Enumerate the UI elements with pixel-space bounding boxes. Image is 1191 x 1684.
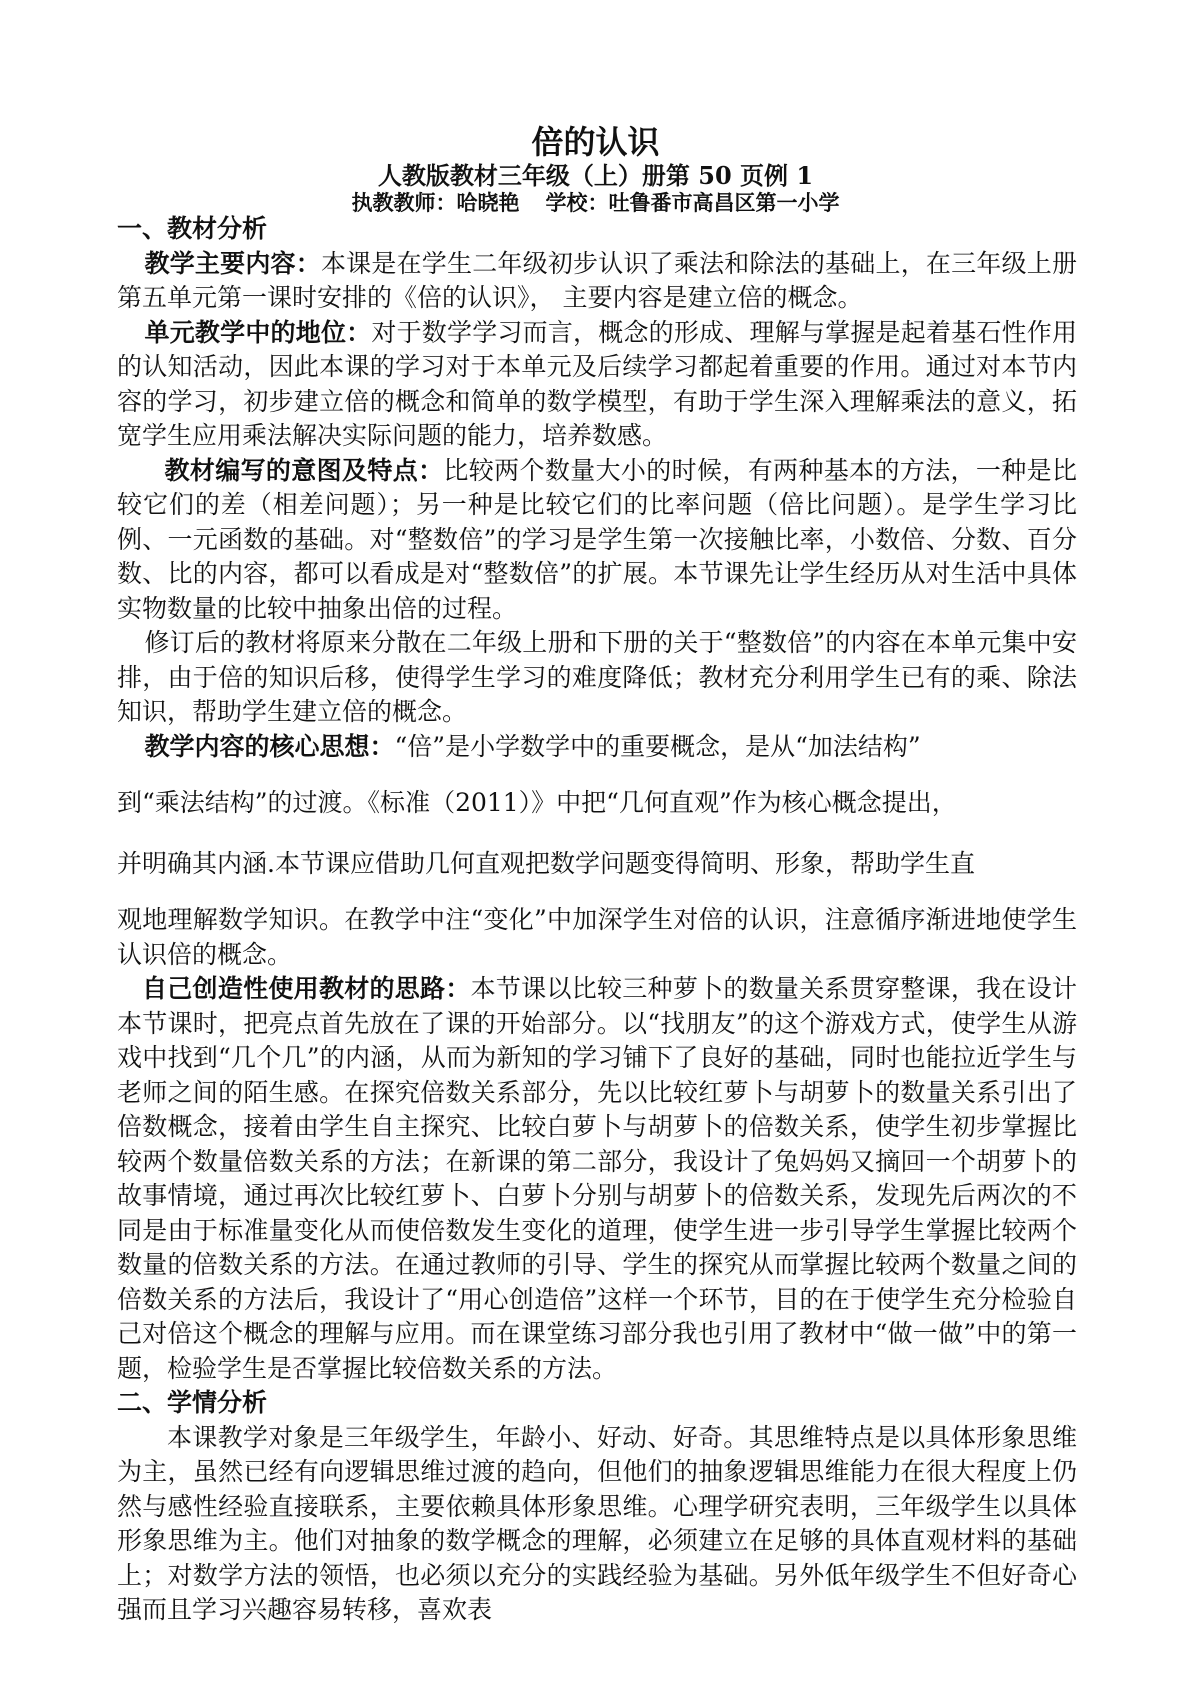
paragraph-core-idea-line4: 观地理解数学知识。在教学中注“变化”中加深学生对倍的认识，注意循序渐进地使学生认识倍的概念。 bbox=[117, 905, 1077, 969]
teacher-name: 执教教师：哈晓艳 bbox=[351, 190, 520, 215]
paragraph-revision: 修订后的教材将原来分散在二年级上册和下册的关于“整数倍”的内容在本单元集中安排，由于倍的知识后移，使得学生学习的难度降低；教材充分利用学生已有的乘、除法知识，帮助学生建立倍的概念。 bbox=[117, 628, 1077, 726]
paragraph-creative-use bbox=[117, 972, 1077, 1386]
school-name: 学校：吐鲁番市高昌区第一小学 bbox=[545, 190, 840, 215]
paragraph-design-intent bbox=[117, 454, 1077, 627]
paragraph-core-idea-line3: 并明确其内涵.本节课应借助几何直观把数学问题变得简明、形象，帮助学生直 bbox=[117, 848, 975, 878]
paragraph-label: 自己创造性使用教材的思路： bbox=[142, 974, 471, 1003]
paragraph-unit-position bbox=[117, 316, 1077, 454]
paragraph-core-idea bbox=[117, 730, 1077, 765]
paragraph-text: 本节课以比较三种萝卜的数量关系贯穿整课，我在设计本节课时，把亮点首先放在了课的开始部分。以“找朋友”的这个游戏方式，使学生从游戏中找到“几个几”的内涵，从而为新知的学习铺下了良好的基础，同时也能拉近学生与老师之间的陌生感。在探究倍数关系部分，先以比较红萝卜与胡萝卜的数量关系引出了倍数概念，接着由学生自主探究、比较白萝卜与胡萝卜的倍数关系，使学生初步掌握比较两个数量倍数关系的方法；在新课的第二部分，我设计了兔妈妈又摘回一个胡萝卜的故事情境，通过再次比较红萝卜、白萝卜分别与胡萝卜的倍数关系，发现先后两次的不同是由于标准量变化从而使倍数发生变化的道理，使学生进一步引导学生掌握比较两个数量的倍数关系的方法。在通过教师的引导、学生的探究从而掌握比较两个数量之间的倍数关系的方法后，我设计了“用心创造倍”这样一个环节，目的在于使学生充分检验自己对倍这个概念的理解与应用。而在课堂练习部分我也引用了教材中“做一做”中的第一题，检验学生是否掌握比较倍数关系的方法。 bbox=[117, 974, 1077, 1383]
paragraph-label: 教学内容的核心思想： bbox=[144, 731, 395, 761]
paragraph-core-idea-line2: 到“乘法结构”的过渡。《标准（2011）》中把“几何直观”作为核心概念提出， bbox=[117, 788, 957, 817]
paragraph-text: 对于数学学习而言，概念的形成、理解与掌握是起着基石性作用的认知活动，因此本课的学习对于本单元及后续学习都起着重要的作用。通过对本节内容的学习，初步建立倍的概念和简单的数学模型，有助于学生深入理解乘法的意义，拓宽学生应用乘法解决实际问题的能力，培养数感。 bbox=[117, 317, 1077, 450]
paragraph-main-content bbox=[117, 247, 1077, 316]
paragraph-student-analysis: 本课教学对象是三年级学生，年龄小、好动、好奇。其思维特点是以具体形象思维为主，虽然已经有向逻辑思维过渡的趋向，但他们的抽象逻辑思维能力在很大程度上仍然与感性经验直接联系，主要依赖具体形象思维。心理学研究表明，三年级学生以具体形象思维为主。他们对抽象的数学概念的理解，必须建立在足够的具体直观材料的基础上；对数学方法的领悟，也必须以充分的实践经验为基础。另外低年级学生不但好奇心强而且学习兴趣容易转移，喜欢表 bbox=[117, 1422, 1077, 1624]
paragraph-text: 本课是在学生二年级初步认识了乘法和除法的基础上，在三年级上册第五单元第一课时安排的《倍的认识》， 主要内容是建立倍的概念。 bbox=[117, 248, 1077, 312]
paragraph-text: “倍”是小学数学中的重要概念，是从“加法结构” bbox=[394, 731, 921, 761]
paragraph-label: 教学主要内容： bbox=[144, 248, 321, 278]
doc-subtitle: 人教版教材三年级（上）册第 50 页例 1 bbox=[377, 161, 814, 190]
doc-body bbox=[117, 212, 1077, 1628]
doc-title: 倍的认识 bbox=[531, 123, 660, 161]
paragraph-label: 单元教学中的地位： bbox=[144, 317, 372, 347]
section-heading-2: 二、学情分析 bbox=[117, 1388, 268, 1417]
paragraph-text: 比较两个数量大小的时候，有两种基本的方法，一种是比较它们的差（相差问题）；另一种是比较它们的比率问题（倍比问题）。是学生学习比例、一元函数的基础。对“整数倍”的学习是学生第一次接触比率，小数倍、分数、百分数、比的内容，都可以看成是对“整数倍”的扩展。本节课先让学生经历从对生活中具体实物数量的比较中抽象出倍的过程。 bbox=[117, 455, 1077, 623]
paragraph-label: 教材编写的意图及特点： bbox=[164, 455, 444, 485]
section-heading-1: 一、教材分析 bbox=[117, 214, 268, 243]
